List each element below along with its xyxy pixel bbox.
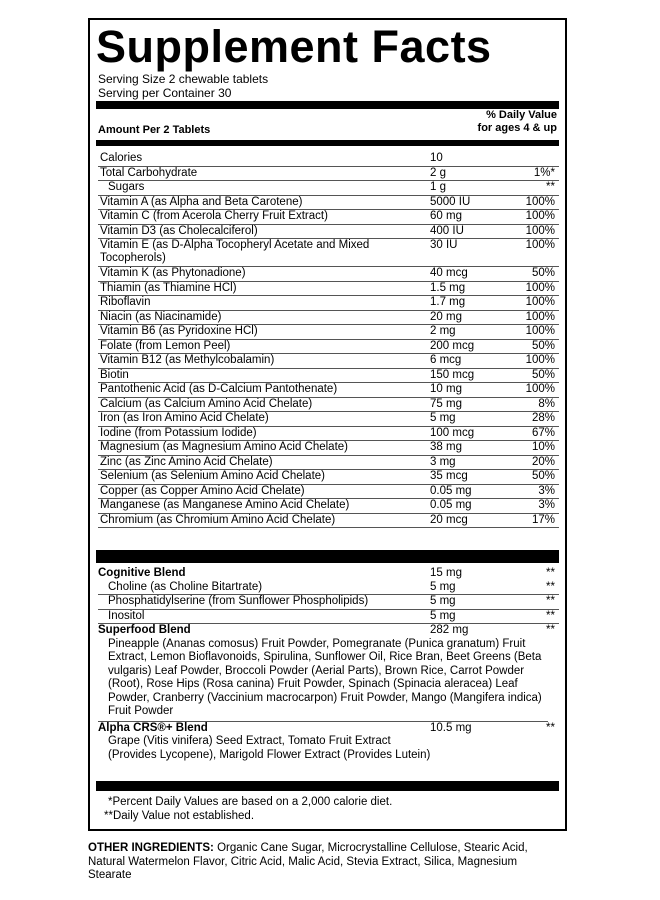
nutrient-name: Vitamin E (as D-Alpha Tocopheryl Acetate and Mixed Tocopherols) [100, 239, 370, 264]
item-amount: 5 mg [430, 609, 456, 622]
nutrient-amount: 10 mg [430, 383, 462, 395]
nutrient-dv: ** [546, 181, 555, 193]
nutrient-table [98, 152, 559, 528]
item-dv: ** [546, 609, 555, 622]
servings-per-container: Serving per Container 30 [98, 86, 232, 100]
nutrient-amount: 5 mg [430, 412, 456, 424]
blend-dv: ** [546, 721, 555, 734]
nutrient-amount: 2 g [430, 166, 446, 179]
nutrient-name: Pantothenic Acid (as D-Calcium Pantothenate) [100, 383, 338, 395]
table-row [98, 441, 559, 456]
nutrient-dv: 50% [531, 339, 555, 352]
nutrient-name: Biotin [100, 368, 129, 381]
nutrient-dv: 100% [525, 325, 555, 337]
blends-section [98, 567, 559, 762]
blend-item-row [98, 595, 559, 610]
nutrient-amount: 2 mg [430, 325, 456, 337]
nutrient-amount: 5000 IU [430, 195, 471, 208]
nutrient-name: Vitamin B6 (as Pyridoxine HCl) [100, 325, 258, 337]
thick-divider [96, 781, 559, 791]
nutrient-amount: 200 mcg [430, 339, 475, 352]
nutrient-name: Sugars [108, 181, 145, 193]
nutrient-dv: 100% [525, 281, 555, 294]
nutrient-dv: 100% [525, 354, 555, 366]
table-row [98, 485, 559, 500]
table-row [98, 282, 559, 297]
supplement-facts-panel [88, 18, 567, 831]
nutrient-amount: 1 g [430, 181, 446, 193]
nutrient-dv: 1%* [533, 166, 555, 179]
dv-header-line1: % Daily Value [486, 109, 557, 121]
serving-size: Serving Size 2 chewable tablets [98, 72, 269, 86]
nutrient-amount: 60 mg [430, 210, 462, 222]
nutrient-name: Magnesium (as Magnesium Amino Acid Chelate) [100, 441, 349, 453]
nutrient-amount: 35 mcg [430, 470, 468, 482]
table-row [98, 167, 559, 182]
nutrient-name: Riboflavin [100, 296, 151, 308]
nutrient-amount: 1.5 mg [430, 281, 466, 294]
blend-name: Alpha CRS®+ Blend [98, 721, 208, 734]
table-row [98, 427, 559, 442]
blend-item-row [98, 610, 559, 625]
item-amount: 5 mg [430, 580, 456, 593]
table-row [98, 196, 559, 211]
nutrient-dv: 50% [531, 368, 555, 381]
nutrient-name: Selenium (as Selenium Amino Acid Chelate) [100, 470, 326, 482]
nutrient-dv: 3% [538, 499, 555, 511]
item-name: Phosphatidylserine (from Sunflower Phospholipids) [108, 595, 369, 607]
nutrient-amount: 400 IU [430, 224, 464, 237]
thick-divider [96, 550, 559, 563]
table-row [98, 181, 559, 196]
nutrient-name: Total Carbohydrate [100, 166, 198, 179]
item-amount: 5 mg [430, 595, 456, 607]
nutrient-name: Vitamin B12 (as Methylcobalamin) [100, 354, 275, 366]
table-row [98, 152, 559, 167]
nutrient-name: Niacin (as Niacinamide) [100, 310, 222, 323]
cognitive-blend-row [98, 567, 559, 581]
blend-item-row [98, 581, 559, 596]
alpha-description: Grape (Vitis vinifera) Seed Extract, Tomato Fruit Extract (Provides Lycopene), Marigold Flower Extract (Provides Lutein) [108, 735, 431, 761]
table-row [98, 267, 559, 282]
nutrient-amount: 38 mg [430, 441, 462, 453]
table-row [98, 239, 559, 267]
item-dv: ** [546, 595, 555, 607]
blend-amount: 10.5 mg [430, 721, 472, 734]
nutrient-dv: 100% [525, 195, 555, 208]
table-row [98, 514, 559, 529]
nutrient-dv: 3% [538, 484, 555, 497]
nutrient-name: Chromium (as Chromium Amino Acid Chelate) [100, 513, 336, 526]
nutrient-dv: 100% [525, 296, 555, 308]
nutrient-name: Calories [100, 152, 143, 164]
footnotes [104, 795, 392, 823]
table-row [98, 470, 559, 485]
table-row [98, 398, 559, 413]
blend-amount: 282 mg [430, 624, 469, 636]
blend-name: Superfood Blend [98, 624, 191, 636]
nutrient-dv: 20% [531, 455, 555, 468]
table-row [98, 412, 559, 427]
thick-divider [96, 140, 559, 146]
table-row [98, 456, 559, 471]
item-name: Inositol [108, 609, 145, 622]
blend-name: Cognitive Blend [98, 567, 186, 579]
blend-dv: ** [546, 567, 555, 579]
nutrient-name: Vitamin C (from Acerola Cherry Fruit Extract) [100, 210, 328, 222]
nutrient-dv: 100% [525, 383, 555, 395]
other-ingredients [88, 842, 558, 883]
nutrient-amount: 100 mcg [430, 426, 475, 439]
nutrient-dv: 100% [525, 239, 555, 251]
nutrient-dv: 50% [531, 470, 555, 482]
table-row [98, 499, 559, 514]
table-row [98, 325, 559, 340]
item-dv: ** [546, 580, 555, 593]
nutrient-amount: 40 mcg [430, 267, 468, 279]
nutrient-amount: 20 mg [430, 310, 462, 323]
blend-dv: ** [546, 624, 555, 636]
nutrient-name: Zinc (as Zinc Amino Acid Chelate) [100, 455, 273, 468]
nutrient-name: Thiamin (as Thiamine HCl) [100, 281, 237, 294]
dv-header-line2: for ages 4 & up [477, 122, 557, 134]
serving-info [98, 72, 268, 100]
nutrient-amount: 0.05 mg [430, 484, 472, 497]
nutrient-name: Iron (as Iron Amino Acid Chelate) [100, 412, 269, 424]
table-row [98, 225, 559, 240]
nutrient-name: Vitamin D3 (as Cholecalciferol) [100, 224, 258, 237]
alpha-blend-row [98, 722, 559, 736]
nutrient-amount: 3 mg [430, 455, 456, 468]
nutrient-dv: 28% [531, 412, 555, 424]
superfood-blend-row [98, 624, 559, 638]
thick-divider [96, 101, 559, 109]
nutrient-amount: 30 IU [430, 239, 458, 251]
item-name: Choline (as Choline Bitartrate) [108, 580, 263, 593]
blend-amount: 15 mg [430, 567, 462, 579]
table-row [98, 340, 559, 355]
table-row [98, 383, 559, 398]
nutrient-dv: 100% [525, 210, 555, 222]
table-row [98, 354, 559, 369]
nutrient-name: Iodine (from Potassium Iodide) [100, 426, 257, 439]
dv-header [478, 109, 557, 135]
superfood-description: Pineapple (Ananas comosus) Fruit Powder, Pomegranate (Punica granatum) Fruit Extract, Lemon Bioflavonoids, Spirulina, Sunflower Oil, Rice Bran, Beet Greens (Beta vulgaris) Leaf Powder, Broccoli Powder (Aerial Parts), Brown Rice, Carrot Powder (Root), Rose Hips (Rosa canina) Fruit Powder, Spinach (Spinacia aleracea) Leaf Powder, Cranberry (Vaccinium macrocarpon) Fruit Powder, Mango (Mangifera indica) Fruit Powder [98, 638, 548, 722]
nutrient-dv: 100% [525, 224, 555, 237]
nutrient-name: Vitamin K (as Phytonadione) [100, 267, 246, 279]
nutrient-amount: 0.05 mg [430, 499, 472, 511]
nutrient-dv: 100% [525, 310, 555, 323]
not-established-footnote: **Daily Value not established. [104, 810, 255, 822]
nutrient-name: Folate (from Lemon Peel) [100, 339, 231, 352]
other-ingredients-label: OTHER INGREDIENTS: [88, 842, 214, 854]
other-ingredients-text: Organic Cane Sugar, Microcrystalline Cellulose, Stearic Acid, Natural Watermelon Flavor, Citric Acid, Malic Acid, Stevia Extract, Silica, Magnesium Stearate [88, 842, 528, 881]
nutrient-amount: 1.7 mg [430, 296, 466, 308]
table-row [98, 369, 559, 384]
dv-footnote: *Percent Daily Values are based on a 2,000 calorie diet. [108, 796, 393, 808]
nutrient-name: Copper (as Copper Amino Acid Chelate) [100, 484, 305, 497]
nutrient-dv: 8% [538, 397, 555, 410]
table-row [98, 210, 559, 225]
nutrient-dv: 10% [531, 441, 555, 453]
nutrient-dv: 67% [531, 426, 555, 439]
nutrient-dv: 50% [531, 267, 555, 279]
table-row [98, 311, 559, 326]
nutrient-amount: 75 mg [430, 397, 462, 410]
panel-title: Supplement Facts [96, 21, 492, 72]
nutrient-amount: 6 mcg [430, 354, 462, 366]
nutrient-amount: 20 mcg [430, 513, 468, 526]
nutrient-dv: 17% [531, 513, 555, 526]
nutrient-name: Calcium (as Calcium Amino Acid Chelate) [100, 397, 313, 410]
nutrient-name: Manganese (as Manganese Amino Acid Chelate) [100, 499, 350, 511]
nutrient-amount: 10 [430, 152, 443, 164]
nutrient-name: Vitamin A (as Alpha and Beta Carotene) [100, 195, 303, 208]
amount-header: Amount Per 2 Tablets [98, 124, 211, 136]
table-row [98, 296, 559, 311]
nutrient-amount: 150 mcg [430, 368, 475, 381]
